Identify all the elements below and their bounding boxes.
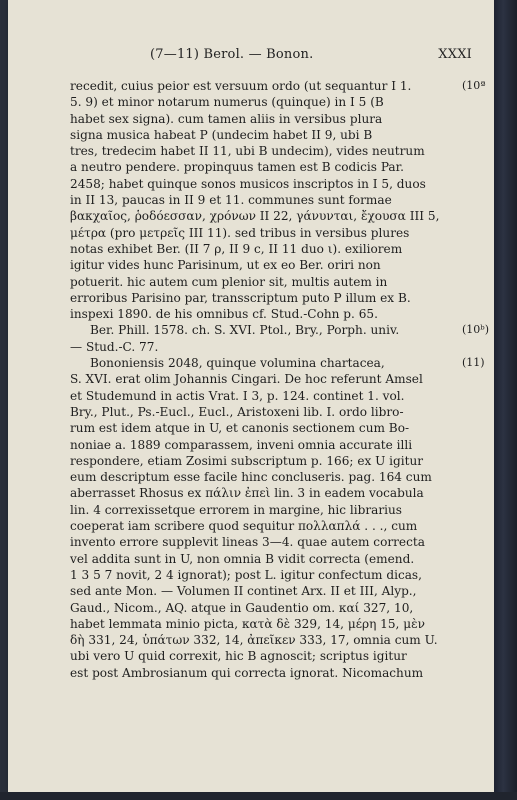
line-text: Bononiensis 2048, quinque volumina chartacea, [90, 356, 385, 371]
line-text: rum est idem atque in U, et canonis sectionem cum Bo- [70, 421, 410, 436]
text-line [70, 453, 462, 469]
text-line [70, 600, 462, 616]
bottom-edge [0, 792, 517, 800]
line-text: recedit, cuius peior est versuum ordo (ut sequantur I 1. [70, 79, 412, 93]
text-line [70, 159, 462, 175]
text-line [70, 192, 462, 208]
line-text: vel addita sunt in U, non omnia B vidit correcta (emend. [70, 551, 415, 566]
line-text: lin. 4 correxissetque errorem in margine, hic librarius [70, 502, 403, 517]
line-text: βακχαῖος, ῥοδόεσσαν, χρόνων II 22, γάνυνται, ἔχουσα III 5, [70, 209, 440, 224]
line-text: noniae a. 1889 comparassem, inveni omnia accurate illi [70, 437, 413, 452]
line-text: potuerit. hic autem cum plenior sit, multis autem in [70, 274, 388, 289]
text-line [70, 274, 462, 290]
line-text: tres, tredecim habet II 11, ubi B undecim), vides neutrum [70, 144, 425, 159]
text-line [70, 290, 462, 306]
text-line [70, 437, 462, 453]
margin-note: (10ª [462, 79, 486, 92]
text-line [70, 241, 462, 257]
line-text: 2458; habet quinque sonos musicos inscriptos in I 5, duos [70, 176, 426, 191]
text-line [70, 502, 462, 518]
text-line [70, 322, 489, 338]
page-edge-shadow [494, 0, 517, 800]
text-line [70, 225, 462, 241]
text-line [70, 583, 462, 599]
line-text: Gaud., Nicom., AQ. atque in Gaudentio om. καί 327, 10, [70, 600, 414, 615]
text-line [70, 127, 462, 143]
line-text: eum descriptum esse facile hinc concluseris. pag. 164 cum [70, 470, 432, 485]
line-text: sed ante Mon. — Volumen II continet Arx. II et III, Alyp., [70, 584, 417, 599]
line-text: — Stud.-C. 77. [70, 339, 159, 354]
line-text: invento errore supplevit lineas 3—4. quae autem correcta [70, 535, 425, 550]
header-title: (7—11) Berol. — Bonon. [150, 47, 314, 62]
line-text: coeperat iam scribere quod sequitur πολλαπλά . . ., cum [70, 519, 418, 534]
line-text: habet lemmata minio picta, κατὰ δὲ 329, 14, μέρη 15, μὲν [70, 616, 425, 631]
line-text: a neutro pendere. propinquus tamen est B codicis Par. [70, 160, 404, 175]
text-line [70, 567, 462, 583]
line-text: est post Ambrosianum qui correcta ignorat. Nicomachum [70, 665, 424, 680]
text-line [70, 518, 462, 534]
text-line [70, 257, 462, 273]
text-line [70, 339, 462, 355]
line-text: δὴ 331, 24, ὑπάτων 332, 14, ἀπεῖκεν 333, 17, omnia cum U. [70, 633, 438, 648]
text-line [70, 551, 462, 567]
line-text: Bry., Plut., Ps.-Eucl., Eucl., Aristoxeni lib. I. ordo libro- [70, 404, 404, 419]
text-line [70, 469, 462, 485]
line-text: in II 13, paucas in II 9 et 11. communes sunt formae [70, 193, 392, 208]
line-text: μέτρα (pro μετρεῖς III 11). sed tribus in versibus plures [70, 225, 410, 240]
text-line [70, 143, 462, 159]
line-text: inspexi 1890. de his omnibus cf. Stud.-Cohn p. 65. [70, 307, 378, 322]
text-line [70, 665, 462, 681]
text-line [70, 111, 462, 127]
line-text: igitur vides hunc Parisinum, ut ex eo Ber. oriri non [70, 258, 381, 273]
text-line [70, 78, 486, 94]
text-line [70, 306, 462, 322]
line-text: S. XVI. erat olim Johannis Cingari. De hoc referunt Amsel [70, 372, 423, 387]
text-line [70, 355, 485, 371]
margin-note: (10ᵇ) [462, 323, 489, 337]
text-line [70, 388, 462, 404]
text-line [70, 404, 462, 420]
text-line [70, 648, 462, 664]
text-line [70, 94, 462, 110]
text-line [70, 420, 462, 436]
book-page [8, 0, 494, 792]
text-line [70, 485, 462, 501]
line-text: notas exhibet Ber. (II 7 ρ, II 9 c, II 11 duo ι). exiliorem [70, 241, 403, 256]
line-text: erroribus Parisino par, transscriptum puto P illum ex B. [70, 290, 411, 305]
text-line [70, 371, 462, 387]
page-number: XXXI [438, 47, 472, 62]
line-text: Ber. Phill. 1578. ch. S. XVI. Ptol., Bry., Porph. univ. [90, 323, 400, 338]
text-line [70, 632, 462, 648]
text-line [70, 176, 462, 192]
margin-note: (11) [462, 356, 485, 370]
line-text: aberrasset Rhosus ex πάλιν ἐπεὶ lin. 3 in eadem vocabula [70, 486, 424, 501]
body-text [70, 78, 489, 681]
line-text: signa musica habeat P (undecim habet II 9, ubi B [70, 127, 373, 142]
line-text: 5. 9) et minor notarum numerus (quinque) in I 5 (B [70, 95, 384, 110]
line-text: et Studemund in actis Vrat. I 3, p. 124. continet 1. vol. [70, 388, 405, 403]
line-text: 1 3 5 7 novit, 2 4 ignorat); post L. igitur confectum dicas, [70, 567, 422, 582]
line-text: habet sex signa). cum tamen aliis in versibus plura [70, 111, 383, 126]
line-text: ubi vero U quid correxit, hic B agnoscit; scriptus igitur [70, 649, 407, 664]
text-line [70, 208, 462, 224]
text-line [70, 534, 462, 550]
text-line [70, 616, 462, 632]
line-text: respondere, etiam Zosimi subscriptum p. 166; ex U igitur [70, 453, 424, 468]
